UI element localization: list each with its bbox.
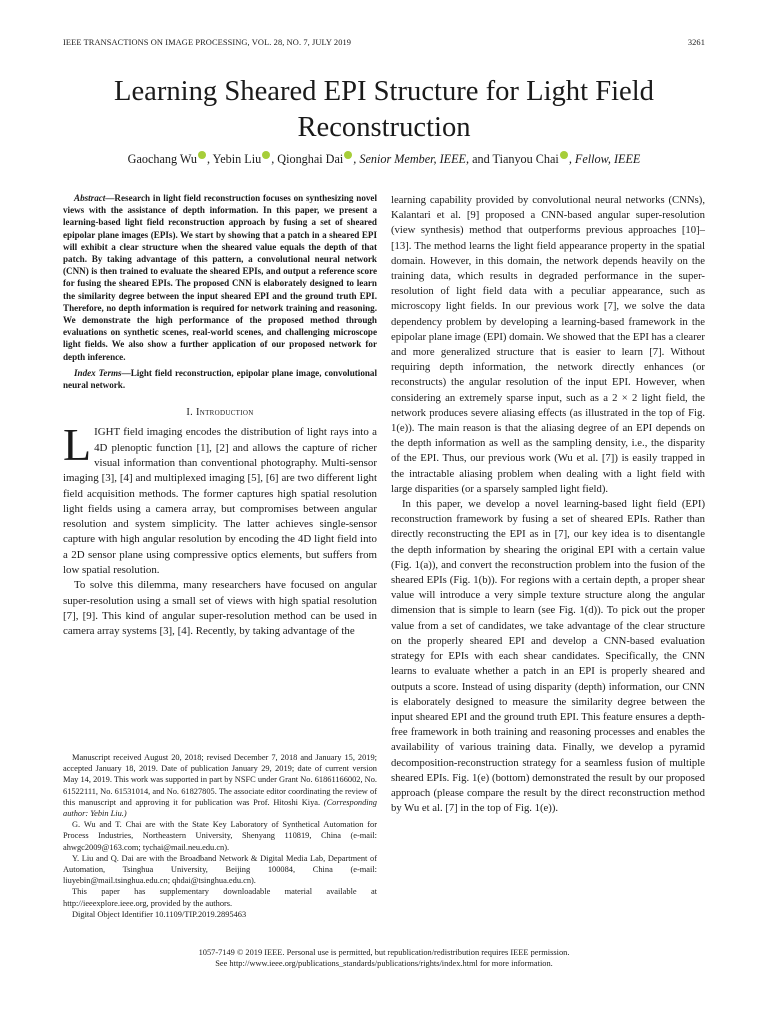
author-separator: ,	[206, 152, 213, 167]
footnote-supplementary: This paper has supplementary downloadable material available at http://ieeexplore.ieee.org, provided by the authors.	[63, 887, 377, 908]
paragraph: In this paper, we develop a novel learning-based light field (EPI) reconstruction framework by fusing a set of sheared EPIs. Rather than directly reconstructing the EPI as in [7], our key idea is to disentangle the depth information by shearing the original EPI with a certain value (Fig. 1(a)), and convert the reconstruction problem into the fusion of the sheared EPIs (Fig. 1(b)). For regions with a certain depth, a proper shear value will introduce a very simple texture structure along the angular dimension that is simple to learn (see Fig. 1(d)). To pick out the proper value from a set of candidates, we take advantage of the clear structure on the properly sheared EPI and develop a CNN-based evaluation strategy for EPIs with each shear candidates. Specifically, the CNN learns to evaluate whether a patch in an EPI is properly sheared and outputs a score. Instead of using disparity (depth) information, our CNN is elaborately designed to measure the similarity degree between the input sheared EPI and the ground truth EPI. This feature ensures a depth-free framework in both training and reasoning processes and enables the availability of various training data. Finally, we develop a pyramid decomposition-reconstruction strategy for a seamless fusion of multiple sheared EPIs. Fig. 1(e) (bottom) demonstrated the result by our proposed approach (please compare the result by the direct reconstruction method by Wu et al. [7] in the top of Fig. 1(e)).	[391, 498, 705, 815]
copyright-notice	[63, 947, 705, 970]
paper-title: Learning Sheared EPI Structure for Light Field Reconstruction	[114, 76, 654, 143]
orcid-icon[interactable]	[262, 151, 270, 159]
footnote-affiliation: G. Wu and T. Chai are with the State Key Laboratory of Synthetical Automation for Process Industries, Northeastern University, Shenyang 110819, China (e-mail: ahwgc2009@163.com; tychai@mail.neu.edu.cn).	[63, 820, 377, 852]
footnote-manuscript	[63, 752, 377, 819]
author-separator: and	[469, 152, 493, 167]
author-name: Qionghai Dai	[277, 152, 344, 167]
paragraph-text: IGHT field imaging encodes the distribution of light rays into a 4D plenoptic function [1], [2] and allows the capture of richer visual information than conventional photography. Multi-sensor imaging [3], [4] and multiplexed imaging [5], [6] are two different light field acquisition methods. The former captures high spatial resolution light fields using a camera array, but compromises between angular resolution and system simplicity. The latter achieves single-sensor capture with high angular resolution by encoding the 4D light field into a 2D sensor plane using compressive optics elements, but suffers from low spatial resolution.	[63, 426, 377, 577]
journal-info: IEEE TRANSACTIONS ON IMAGE PROCESSING, VOL. 28, NO. 7, JULY 2019	[63, 38, 352, 47]
orcid-icon[interactable]	[198, 151, 206, 159]
orcid-icon[interactable]	[560, 151, 568, 159]
copyright-line: 1057-7149 © 2019 IEEE. Personal use is permitted, but republication/redistribution requires IEEE permission.	[198, 948, 570, 957]
section-number: I.	[186, 407, 196, 419]
author-membership: , Fellow, IEEE	[568, 152, 641, 167]
index-terms	[63, 367, 377, 391]
author-list	[40, 150, 728, 167]
section-title: Introduction	[195, 407, 254, 419]
rights-info-line: See http://www.ieee.org/publications_standards/publications/rights/index.html for more information.	[215, 959, 553, 969]
abstract-text: Research in light field reconstruction focuses on synthesizing novel views with the assistance of depth information. In this paper, we present a learning-based light field reconstruction approach by fusing a set of sheared epipolar plane images (EPIs). We start by showing that a patch in a sheared EPI will exhibit a clear structure when the sheared value equals the depth of that patch. By taking advantage of this pattern, a convolutional neural network (CNN) is then trained to evaluate the sheared EPIs, and output a reference score for fusing the sheared EPIs. The proposed CNN is elaborately designed to learn the similarity degree between the input sheared EPI and the ground truth EPI. Therefore, no depth information is required for network training and reasoning. We demonstrate the high performance of the proposed method through evaluations on synthetic scenes, real-world scenes, and challenging microscope light fields. We also show a further application of our proposed network for depth inference.	[63, 193, 377, 362]
index-terms-text: Light field reconstruction, epipolar plane image, convolutional neural network.	[63, 367, 377, 391]
abstract	[63, 192, 377, 363]
paragraph: To solve this dilemma, many researchers have focused on angular super-resolution using a small set of views with high spatial resolution [7], [9]. This kind of angular super-resolution method can be used in camera array systems [3], [4]. Recently, by taking advantage of the	[63, 579, 377, 638]
paragraph: learning capability provided by convolutional neural networks (CNNs), Kalantari et al. [9] proposed a CNN-based angular super-resolution (view synthesis) method that outperforms previous approaches [10]–[13]. The method learns the light field appearance property in the spatial domain. However, in this domain, the network depends heavily on the training data, which results in degraded performance in the super-resolution of light field data with a peculiar appearance, such as microscopy light fields. In our previous work [7], we solve the data dependency problem by developing a learning-based framework in the epipolar plane image (EPI) domain. We showed that the EPI has a clearer and more generalized structure that is easier to learn [7]. Without requiring depth information, the network directly enhances (or reconstructs) the angular resolution of the input EPI. However, when considering an extremely sparse input, such as a 2 × 2 light field, the network produces severe aliasing effects (as illustrated in the top of Fig. 1(e)). The main reason is that the aliasing degree of an EPI depends on the depth information as well as the sampling density, i.e., the disparity of the EPI. Thus, our previous work (Wu et al. [7]) is easily trapped in the intractable aliasing problem when dealing with a light field with large disparities (or a sparsely sampled light field).	[391, 194, 705, 495]
author-name: Tianyou Chai	[492, 152, 559, 167]
introduction-body	[63, 419, 377, 639]
author-name: Yebin Liu	[212, 152, 262, 167]
footnote-affiliation: Y. Liu and Q. Dai are with the Broadband Network & Digital Media Lab, Department of Automation, Tsinghua University, Beijing 100084, China (e-mail: liuyebin@mail.tsinghua.edu.cn; qhdai@tsinghua.edu.cn).	[63, 853, 377, 886]
author-name: Gaochang Wu	[127, 152, 197, 167]
abstract-label: Abstract—	[74, 193, 115, 203]
corresponding-author: (Corresponding author: Yebin Liu.)	[63, 797, 377, 819]
section-heading	[63, 406, 377, 419]
orcid-icon[interactable]	[344, 151, 352, 159]
drop-cap: L	[63, 419, 92, 471]
footnote-text: Manuscript received August 20, 2018; revised December 7, 2018 and January 15, 2019; accepted January 18, 2019. Date of publication January 29, 2019; date of current version May 14, 2019. This work was supported in part by NSFC under Grant No. 61861166002, No. 61522111, No. 61531014, and No. 61827805. The associate editor coordinating the review of this manuscript and approving it for publication was Prof. Hitoshi Kiya.	[63, 753, 377, 807]
footnotes	[63, 752, 377, 920]
right-column	[391, 193, 705, 816]
running-header	[63, 38, 705, 50]
paragraph	[63, 419, 377, 578]
left-column	[63, 192, 377, 640]
author-separator: ,	[271, 152, 278, 167]
author-membership: , Senior Member, IEEE,	[353, 152, 470, 167]
page-number: 3261	[687, 38, 705, 47]
index-terms-label: Index Terms—	[74, 367, 131, 378]
footnote-doi: Digital Object Identifier 10.1109/TIP.2019.2895463	[72, 909, 247, 919]
